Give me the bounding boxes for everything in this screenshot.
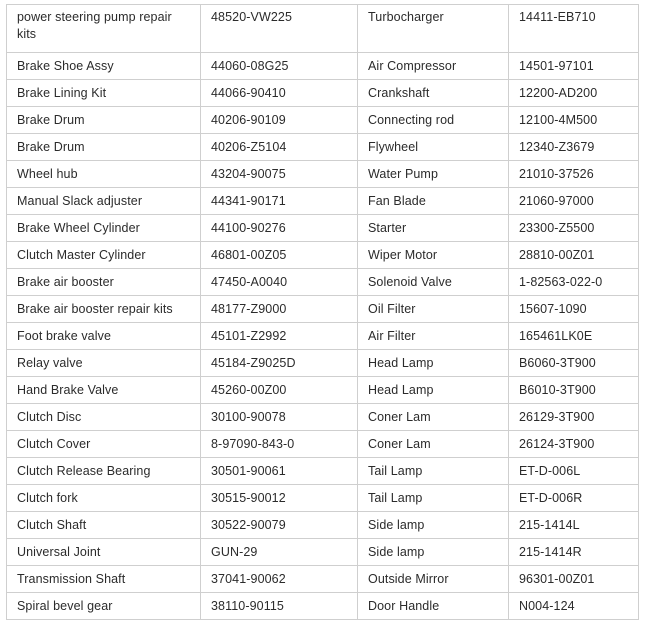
- table-row: [7, 566, 639, 593]
- part-number-cell: 165461LK0E: [509, 323, 639, 350]
- part-name-cell: Clutch Disc: [7, 404, 201, 431]
- part-number-cell: 30515-90012: [201, 485, 358, 512]
- part-number-cell: 46801-00Z05: [201, 242, 358, 269]
- parts-table-body: [7, 5, 639, 620]
- part-name-cell: Head Lamp: [358, 350, 509, 377]
- part-name-cell: power steering pump repair kits: [7, 5, 201, 53]
- part-number-cell: 215-1414L: [509, 512, 639, 539]
- part-number-cell: 48177-Z9000: [201, 296, 358, 323]
- part-number-cell: 43204-90075: [201, 161, 358, 188]
- table-row: [7, 323, 639, 350]
- part-name-cell: Relay valve: [7, 350, 201, 377]
- table-row: [7, 80, 639, 107]
- part-name-cell: Foot brake valve: [7, 323, 201, 350]
- part-name-cell: Clutch Shaft: [7, 512, 201, 539]
- part-name-cell: Spiral bevel gear: [7, 593, 201, 620]
- part-number-cell: GUN-29: [201, 539, 358, 566]
- part-number-cell: 23300-Z5500: [509, 215, 639, 242]
- part-name-cell: Brake Shoe Assy: [7, 53, 201, 80]
- part-number-cell: 28810-00Z01: [509, 242, 639, 269]
- part-number-cell: 47450-A0040: [201, 269, 358, 296]
- part-number-cell: 215-1414R: [509, 539, 639, 566]
- part-number-cell: B6010-3T900: [509, 377, 639, 404]
- part-name-cell: Flywheel: [358, 134, 509, 161]
- part-number-cell: 37041-90062: [201, 566, 358, 593]
- part-name-cell: Outside Mirror: [358, 566, 509, 593]
- part-number-cell: 12200-AD200: [509, 80, 639, 107]
- table-row: [7, 593, 639, 620]
- part-name-cell: Brake air booster: [7, 269, 201, 296]
- part-name-cell: Coner Lam: [358, 404, 509, 431]
- table-row: [7, 242, 639, 269]
- part-name-cell: Oil Filter: [358, 296, 509, 323]
- parts-table: [6, 4, 639, 620]
- part-name-cell: Coner Lam: [358, 431, 509, 458]
- part-number-cell: 44066-90410: [201, 80, 358, 107]
- part-name-cell: Door Handle: [358, 593, 509, 620]
- table-row: [7, 485, 639, 512]
- table-row: [7, 431, 639, 458]
- part-number-cell: 12100-4M500: [509, 107, 639, 134]
- part-name-cell: Air Filter: [358, 323, 509, 350]
- part-number-cell: ET-D-006L: [509, 458, 639, 485]
- parts-table-container: [6, 4, 638, 620]
- part-number-cell: 44060-08G25: [201, 53, 358, 80]
- part-name-cell: Water Pump: [358, 161, 509, 188]
- part-number-cell: 8-97090-843-0: [201, 431, 358, 458]
- part-number-cell: 1-82563-022-0: [509, 269, 639, 296]
- part-name-cell: Brake air booster repair kits: [7, 296, 201, 323]
- table-row: [7, 539, 639, 566]
- part-number-cell: 21010-37526: [509, 161, 639, 188]
- part-number-cell: ET-D-006R: [509, 485, 639, 512]
- part-name-cell: Side lamp: [358, 539, 509, 566]
- part-name-cell: Wiper Motor: [358, 242, 509, 269]
- part-name-cell: Connecting rod: [358, 107, 509, 134]
- part-number-cell: 14501-97101: [509, 53, 639, 80]
- part-name-cell: Universal Joint: [7, 539, 201, 566]
- part-number-cell: 44100-90276: [201, 215, 358, 242]
- part-name-cell: Side lamp: [358, 512, 509, 539]
- part-number-cell: 30522-90079: [201, 512, 358, 539]
- table-row: [7, 512, 639, 539]
- part-number-cell: 40206-90109: [201, 107, 358, 134]
- table-row: [7, 188, 639, 215]
- part-number-cell: N004-124: [509, 593, 639, 620]
- part-name-cell: Brake Drum: [7, 134, 201, 161]
- part-number-cell: 21060-97000: [509, 188, 639, 215]
- table-row: [7, 5, 639, 53]
- table-row: [7, 377, 639, 404]
- part-number-cell: 30501-90061: [201, 458, 358, 485]
- table-row: [7, 269, 639, 296]
- table-row: [7, 296, 639, 323]
- table-row: [7, 161, 639, 188]
- table-row: [7, 107, 639, 134]
- part-number-cell: 45184-Z9025D: [201, 350, 358, 377]
- part-name-cell: Brake Drum: [7, 107, 201, 134]
- table-row: [7, 404, 639, 431]
- table-row: [7, 350, 639, 377]
- part-name-cell: Solenoid Valve: [358, 269, 509, 296]
- part-name-cell: Fan Blade: [358, 188, 509, 215]
- part-name-cell: Tail Lamp: [358, 458, 509, 485]
- part-name-cell: Turbocharger: [358, 5, 509, 53]
- part-number-cell: 12340-Z3679: [509, 134, 639, 161]
- part-name-cell: Hand Brake Valve: [7, 377, 201, 404]
- part-name-cell: Clutch Cover: [7, 431, 201, 458]
- part-number-cell: 26124-3T900: [509, 431, 639, 458]
- part-name-cell: Wheel hub: [7, 161, 201, 188]
- part-number-cell: 30100-90078: [201, 404, 358, 431]
- part-number-cell: 45101-Z2992: [201, 323, 358, 350]
- part-name-cell: Clutch Master Cylinder: [7, 242, 201, 269]
- part-name-cell: Crankshaft: [358, 80, 509, 107]
- part-name-cell: Clutch Release Bearing: [7, 458, 201, 485]
- part-name-cell: Clutch fork: [7, 485, 201, 512]
- part-name-cell: Manual Slack adjuster: [7, 188, 201, 215]
- part-name-cell: Tail Lamp: [358, 485, 509, 512]
- part-number-cell: 14411-EB710: [509, 5, 639, 53]
- part-number-cell: 96301-00Z01: [509, 566, 639, 593]
- part-number-cell: 48520-VW225: [201, 5, 358, 53]
- part-name-cell: Head Lamp: [358, 377, 509, 404]
- part-number-cell: 26129-3T900: [509, 404, 639, 431]
- part-number-cell: 40206-Z5104: [201, 134, 358, 161]
- table-row: [7, 53, 639, 80]
- table-row: [7, 215, 639, 242]
- part-name-cell: Transmission Shaft: [7, 566, 201, 593]
- part-number-cell: 44341-90171: [201, 188, 358, 215]
- part-number-cell: B6060-3T900: [509, 350, 639, 377]
- part-number-cell: 45260-00Z00: [201, 377, 358, 404]
- part-name-cell: Air Compressor: [358, 53, 509, 80]
- part-name-cell: Brake Lining Kit: [7, 80, 201, 107]
- table-row: [7, 458, 639, 485]
- table-row: [7, 134, 639, 161]
- part-name-cell: Brake Wheel Cylinder: [7, 215, 201, 242]
- part-number-cell: 38110-90115: [201, 593, 358, 620]
- part-number-cell: 15607-1090: [509, 296, 639, 323]
- part-name-cell: Starter: [358, 215, 509, 242]
